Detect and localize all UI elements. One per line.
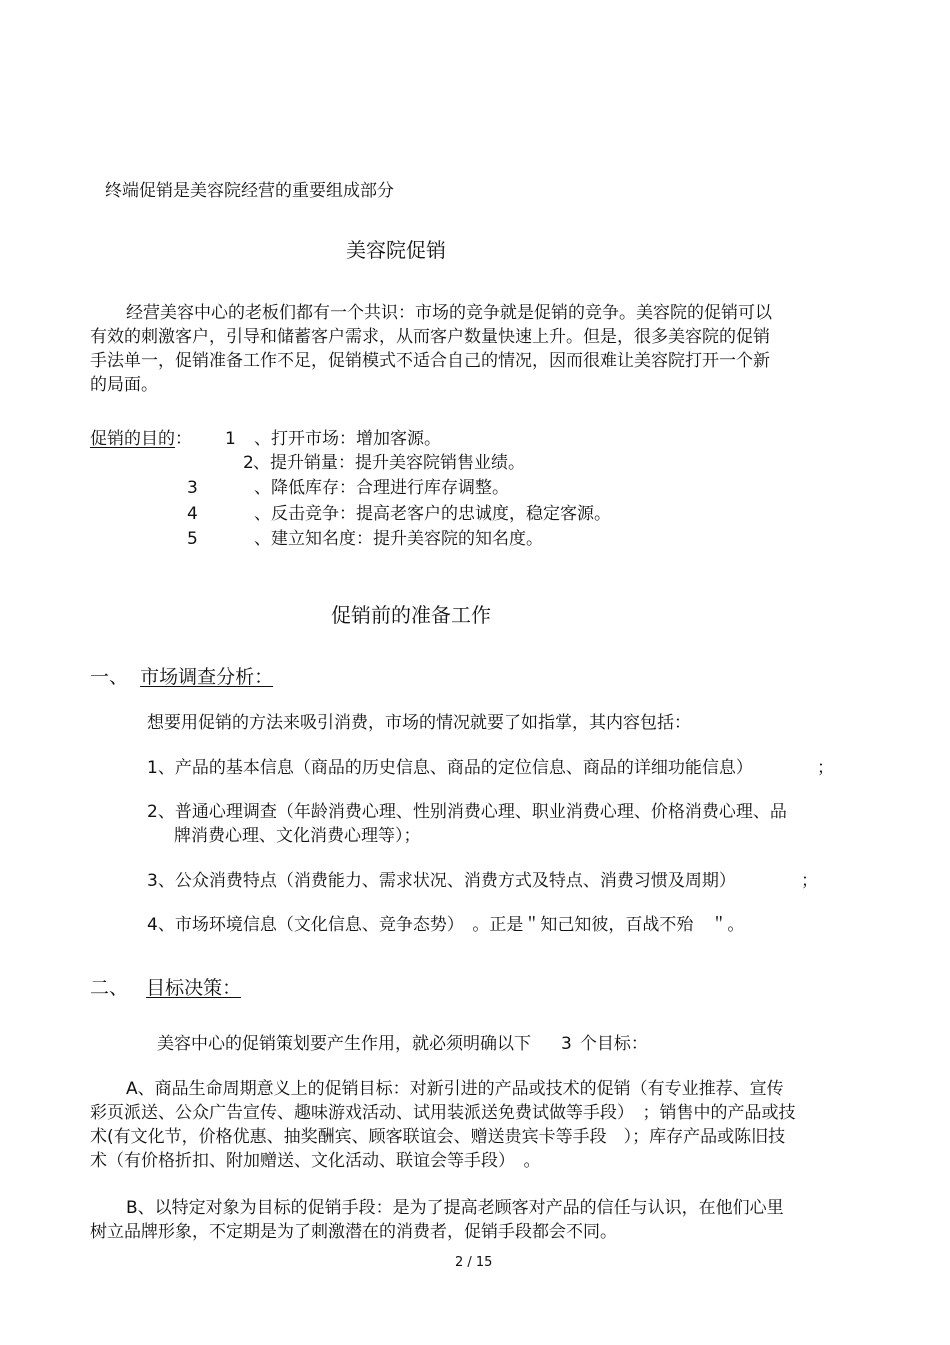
list-item: 3、公众消费特点（消费能力、需求状况、消费方式及特点、消费习惯及周期） bbox=[147, 871, 736, 891]
purpose-item-num: 4 bbox=[187, 504, 198, 524]
purpose-item-num: 1 bbox=[225, 429, 236, 449]
document-subtitle: 终端促销是美容院经营的重要组成部分 bbox=[105, 181, 394, 201]
goal-a-paragraph: A、商品生命周期意义上的促销目标：对新引进的产品或技术的促销（有专业推荐、宣传 彩页派送、公众广告宣传、趣味游戏活动、试用装派送免费试做等手段） ；销售中的产品或技 术(有文化节，价格优惠、抽奖酬宾、顾客联谊会、赠送贵宾卡等手段 ）；库存产品或陈旧技 术（有价格折扣、附加赠送、文化活动、联谊会等手段） 。 bbox=[90, 1079, 796, 1171]
purpose-item-num: 5 bbox=[187, 529, 198, 549]
intro-paragraph: 经营美容中心的老板们都有一个共识：市场的竞争就是促销的竞争。美容院的促销可以 有效的刺激客户，引导和储蓄客户需求，从而客户数量快速上升。但是，很多美容院的促销 手法单一，促销准备工作不足，促销模式不适合自己的情况，因而很难让美容院打开一个新 的局面。 bbox=[90, 303, 772, 395]
purpose-item-text: 、提升销量：提升美容院销售业绩。 bbox=[253, 453, 525, 473]
section1-heading bbox=[90, 665, 273, 689]
purpose-label: 促销的目的 bbox=[90, 429, 175, 449]
purpose-item-num: 3 bbox=[187, 478, 198, 498]
prep-title: 促销前的准备工作 bbox=[331, 603, 491, 627]
list-item-tail: ； bbox=[801, 871, 818, 891]
purpose-item-num: 2 bbox=[243, 453, 254, 473]
list-item: 4、市场环境信息（文化信息、竞争态势） 。正是＂知己知彼，百战不殆 ＂。 bbox=[147, 915, 745, 935]
section2-num: 二、 bbox=[90, 977, 129, 999]
purpose-item-text: 、打开市场：增加客源。 bbox=[254, 429, 441, 449]
section2-intro: 美容中心的促销策划要产生作用，就必须明确以下 3 个目标： bbox=[157, 1034, 648, 1054]
list-item-continuation: 牌消费心理、文化消费心理等）； bbox=[174, 826, 421, 846]
section2-title: 目标决策： bbox=[146, 977, 242, 999]
page-number: 2 / 15 bbox=[455, 1255, 493, 1270]
goal-b-paragraph: B、以特定对象为目标的促销手段：是为了提高老顾客对产品的信任与认识，在他们心里 树立品牌形象，不定期是为了刺激潜在的消费者，促销手段都会不同。 bbox=[90, 1198, 784, 1242]
document-title: 美容院促销 bbox=[346, 238, 446, 262]
section1-intro: 想要用促销的方法来吸引消费，市场的情况就要了如指掌，其内容包括： bbox=[147, 713, 691, 733]
section2-heading bbox=[90, 976, 241, 1000]
list-item: 2、普通心理调查（年龄消费心理、性别消费心理、职业消费心理、价格消费心理、品 bbox=[147, 802, 787, 822]
purpose-item-text: 、降低库存：合理进行库存调整。 bbox=[254, 478, 509, 498]
list-item: 1、产品的基本信息（商品的历史信息、商品的定位信息、商品的详细功能信息） bbox=[147, 758, 753, 778]
purpose-item-text: 、建立知名度：提升美容院的知名度。 bbox=[254, 529, 543, 549]
purpose-heading: 促销的目的： bbox=[90, 429, 192, 449]
purpose-item-text: 、反击竞争：提高老客户的忠诚度，稳定客源。 bbox=[254, 504, 611, 524]
list-item-tail: ； bbox=[817, 758, 834, 778]
section1-num: 一、 bbox=[90, 666, 129, 688]
section1-title: 市场调查分析： bbox=[140, 666, 274, 688]
